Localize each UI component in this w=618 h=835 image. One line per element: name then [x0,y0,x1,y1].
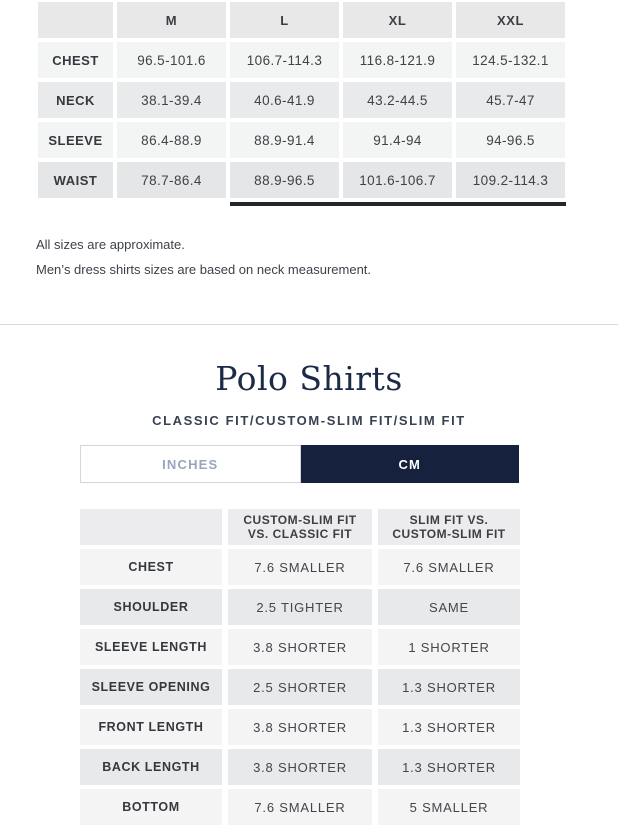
table-row [80,669,520,705]
table-cell: 3.8 SHORTER [228,629,372,665]
column-header-l: L [230,2,339,38]
table-cell: 2.5 TIGHTER [228,589,372,625]
column-header-xl: XL [343,2,452,38]
table-cell: 116.8-121.9 [343,42,452,78]
row-label-bottom: BOTTOM [80,789,222,825]
horizontal-scrollbar-thumb[interactable] [230,202,566,206]
table-row [38,82,565,118]
table-row [80,589,520,625]
table-header-row [80,509,520,545]
table-cell: SAME [378,589,520,625]
table-cell: 3.8 SHORTER [228,709,372,745]
table-cell: 124.5-132.1 [456,42,565,78]
column-header-slim-vs-custom-slim: SLIM FIT VS. CUSTOM-SLIM FIT [378,509,520,545]
table-cell: 91.4-94 [343,122,452,158]
table-row [38,42,565,78]
table-header-row [38,2,565,38]
fit-subtitle: CLASSIC FIT/CUSTOM-SLIM FIT/SLIM FIT [152,413,466,428]
table-cell: 7.6 SMALLER [228,789,372,825]
column-header-custom-slim-vs-classic: CUSTOM-SLIM FIT VS. CLASSIC FIT [228,509,372,545]
table-cell: 2.5 SHORTER [228,669,372,705]
table-corner-cell [80,509,222,545]
unit-toggle-tabs [80,445,519,483]
table-cell: 96.5-101.6 [117,42,226,78]
table-corner-cell [38,2,113,38]
table-cell: 86.4-88.9 [117,122,226,158]
row-label-sleeve-opening: SLEEVE OPENING [80,669,222,705]
table-cell: 45.7-47 [456,82,565,118]
table-cell: 1 SHORTER [378,629,520,665]
row-label-front-length: FRONT LENGTH [80,709,222,745]
table-row [80,629,520,665]
table-cell: 38.1-39.4 [117,82,226,118]
table-row [80,549,520,585]
tab-cm[interactable]: CM [301,445,520,483]
table-cell: 1.3 SHORTER [378,709,520,745]
row-label-chest: CHEST [38,42,113,78]
table-cell: 101.6-106.7 [343,162,452,198]
table-row [80,749,520,785]
table-cell: 7.6 SMALLER [228,549,372,585]
table-cell: 88.9-91.4 [230,122,339,158]
table-cell: 78.7-86.4 [117,162,226,198]
column-header-xxl: XXL [456,2,565,38]
column-header-m: M [117,2,226,38]
table-cell: 3.8 SHORTER [228,749,372,785]
fit-comparison-table [80,509,520,825]
size-chart-table [38,2,565,206]
size-notes [36,232,618,282]
table-cell: 1.3 SHORTER [378,669,520,705]
page-title: Polo Shirts [215,359,403,398]
note-approximate: All sizes are approximate. [36,237,185,252]
table-cell: 5 SMALLER [378,789,520,825]
table-row [38,122,565,158]
note-neck-measurement: Men’s dress shirts sizes are based on neck measurement. [36,262,372,277]
row-label-shoulder: SHOULDER [80,589,222,625]
table-cell: 109.2-114.3 [456,162,565,198]
table-cell: 106.7-114.3 [230,42,339,78]
table-cell: 7.6 SMALLER [378,549,520,585]
section-divider [0,324,618,325]
row-label-waist: WAIST [38,162,113,198]
row-label-sleeve: SLEEVE [38,122,113,158]
table-row [80,709,520,745]
table-row [80,789,520,825]
row-label-neck: NECK [38,82,113,118]
table-cell: 88.9-96.5 [230,162,339,198]
table-cell: 40.6-41.9 [230,82,339,118]
table-cell: 43.2-44.5 [343,82,452,118]
row-label-chest: CHEST [80,549,222,585]
table-cell: 94-96.5 [456,122,565,158]
table-row [38,162,565,198]
tab-inches[interactable]: INCHES [80,445,301,483]
row-label-sleeve-length: SLEEVE LENGTH [80,629,222,665]
row-label-back-length: BACK LENGTH [80,749,222,785]
table-cell: 1.3 SHORTER [378,749,520,785]
